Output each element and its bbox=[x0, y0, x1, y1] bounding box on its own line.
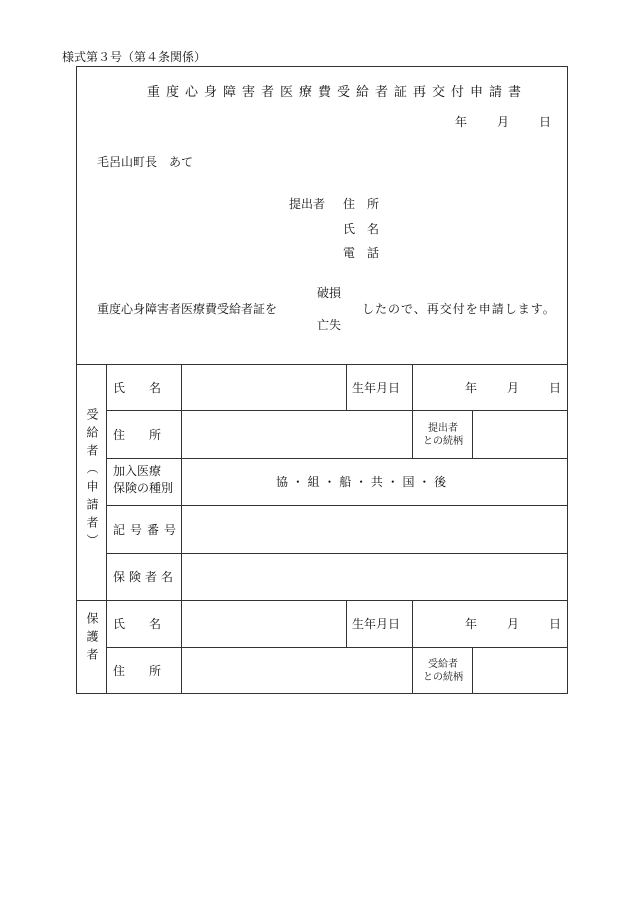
option-damaged[interactable]: 破損 bbox=[317, 286, 342, 300]
guardian-relation-label bbox=[418, 658, 468, 684]
insurer-name-label: 保険者名 bbox=[113, 570, 178, 584]
statement-suffix: したので、再交付を申請します。 bbox=[362, 302, 556, 316]
symbol-number-label: 記号番号 bbox=[113, 522, 182, 537]
submitter-label: 提出者 bbox=[289, 197, 326, 211]
guardian-address-label: 住 所 bbox=[113, 664, 162, 678]
recipient-name-label: 氏 名 bbox=[113, 380, 162, 395]
statement-prefix: 重度心身障害者医療費受給者証を bbox=[97, 302, 278, 316]
insurance-type-label bbox=[113, 463, 173, 497]
guardian-birth-value[interactable]: 年 月 日 bbox=[465, 617, 564, 631]
relation-label-line-2: との続柄 bbox=[423, 672, 463, 683]
recipient-birth-value[interactable]: 年 月 日 bbox=[465, 380, 564, 395]
insurance-label-line-2: 保険の種別 bbox=[113, 481, 174, 495]
form-title: 重度心身障害者医療費受給者証再交付申請書 bbox=[147, 85, 528, 100]
form-number: 様式第３号（第４条関係） bbox=[62, 50, 207, 64]
guardian-section-label: 保護者 bbox=[85, 612, 99, 666]
submitter-phone-label: 電 話 bbox=[343, 246, 380, 260]
insurance-label-line-1: 加入医療 bbox=[113, 464, 162, 478]
application-header-box bbox=[76, 66, 568, 365]
guardian-address-field[interactable] bbox=[182, 648, 411, 694]
insurer-name-field[interactable] bbox=[182, 554, 567, 600]
guardian-name-field[interactable] bbox=[182, 601, 345, 647]
addressee: 毛呂山町長 あて bbox=[97, 155, 194, 169]
option-lost[interactable]: 亡失 bbox=[317, 318, 342, 332]
guardian-birth-label: 生年月日 bbox=[352, 617, 401, 631]
relation-label-line-1: 提出者 bbox=[428, 423, 458, 434]
recipient-section-label: 受給者（申請者） bbox=[85, 408, 99, 552]
recipient-name-field[interactable] bbox=[182, 365, 345, 410]
recipient-address-label: 住 所 bbox=[113, 427, 162, 442]
symbol-number-field[interactable] bbox=[182, 506, 567, 553]
guardian-name-label: 氏 名 bbox=[113, 617, 162, 631]
guardian-relation-field[interactable] bbox=[473, 648, 567, 694]
recipient-address-field[interactable] bbox=[182, 411, 411, 458]
insurance-type-options[interactable]: 協 ・ 組 ・ 船 ・ 共 ・ 国 ・ 後 bbox=[276, 475, 447, 489]
recipient-relation-field[interactable] bbox=[473, 411, 567, 458]
application-date[interactable]: 年 月 日 bbox=[455, 115, 554, 129]
relation-label-line-1: 受給者 bbox=[428, 659, 458, 670]
submitter-address-label: 住 所 bbox=[343, 197, 380, 211]
recipient-relation-label bbox=[418, 422, 468, 448]
recipient-birth-label: 生年月日 bbox=[352, 380, 401, 395]
relation-label-line-2: との続柄 bbox=[423, 436, 463, 447]
submitter-name-label: 氏 名 bbox=[343, 222, 380, 236]
